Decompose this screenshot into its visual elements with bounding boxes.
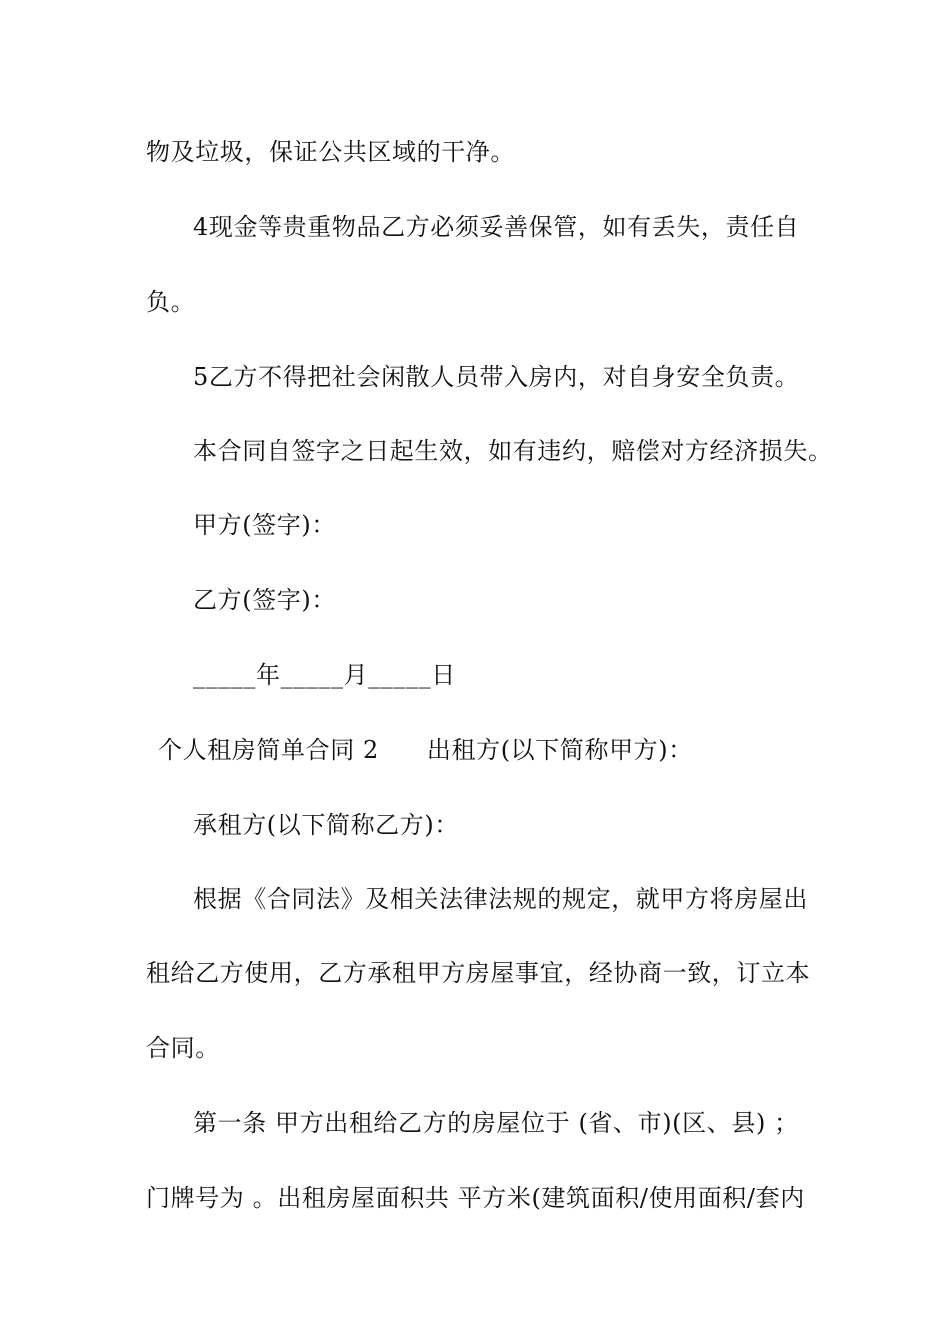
lessee-label: 承租方(以下简称乙方)：: [193, 811, 459, 839]
lessor-label: 出租方(以下简称甲方)：: [426, 736, 693, 764]
contract-title: 个人租房简单合同 2: [158, 736, 379, 764]
date-line: _____年_____月_____日: [193, 661, 456, 689]
body-text-line: 4现金等贵重物品乙方必须妥善保管，如有丢失，责任自: [193, 213, 800, 241]
body-text-line: 合同。: [146, 1034, 220, 1062]
body-text-line: 5乙方不得把社会闲散人员带入房内，对自身安全负责。: [193, 363, 800, 391]
body-text-line: 物及垃圾，保证公共区域的干净。: [146, 138, 515, 166]
party-b-signature-line: 乙方(签字)：: [193, 586, 336, 614]
article-one-line: 第一条 甲方出租给乙方的房屋位于 (省、市)(区、县) ；: [193, 1109, 799, 1137]
body-text-line: 本合同自签字之日起生效，如有违约，赔偿对方经济损失。: [193, 437, 833, 465]
contract-heading-line: [158, 735, 693, 765]
body-text-line: 负。: [146, 288, 196, 316]
body-text-line: 门牌号为 。出租房屋面积共 平方米(建筑面积/使用面积/套内: [146, 1184, 805, 1212]
body-text-line: 根据《合同法》及相关法律法规的规定，就甲方将房屋出: [193, 885, 808, 913]
body-text-line: 租给乙方使用，乙方承租甲方房屋事宜，经协商一致，订立本: [146, 959, 811, 987]
party-a-signature-line: 甲方(签字)：: [193, 511, 336, 539]
